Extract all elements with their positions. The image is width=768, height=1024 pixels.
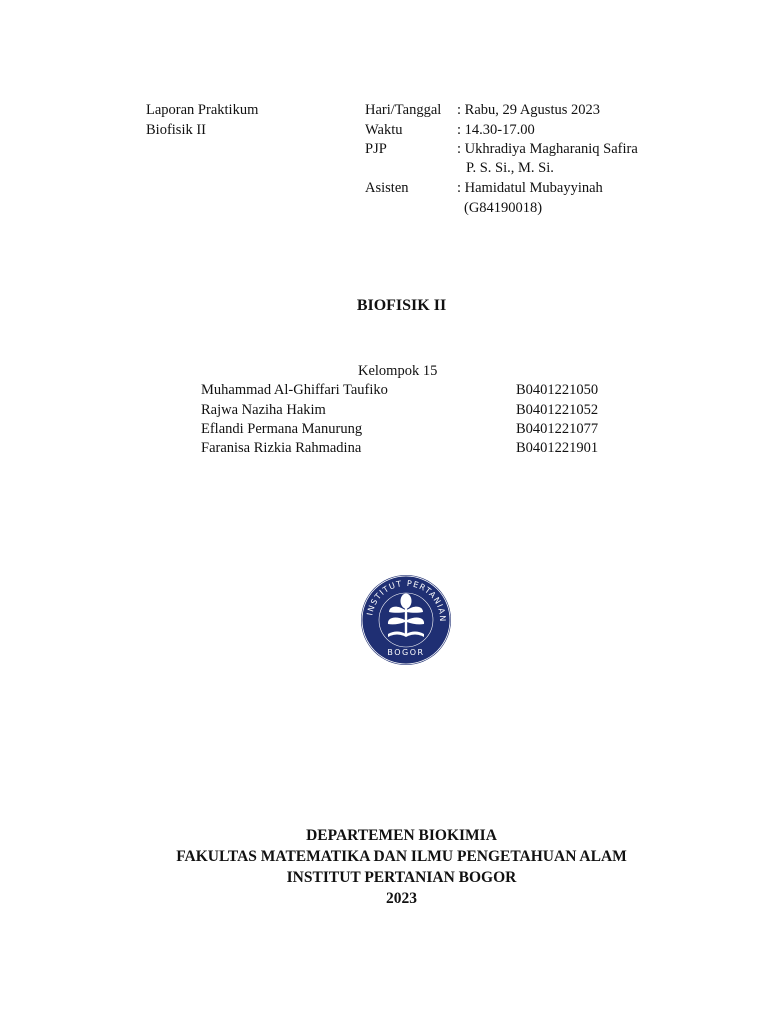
svg-text:INSTITUT PERTANIAN: INSTITUT PERTANIAN (365, 578, 448, 623)
course-label: Biofisik II (146, 122, 207, 138)
info-label-date: Hari/Tanggal (365, 102, 442, 118)
page-title: BIOFISIK II (356, 297, 447, 314)
info-label-time: Waktu (365, 122, 403, 138)
member-nim: B0401221052 (516, 402, 599, 418)
svg-text:BOGOR: BOGOR (387, 648, 425, 657)
info-label-assistant: Asisten (365, 180, 409, 196)
info-value-assistant: : Hamidatul Mubayyinah (457, 180, 603, 196)
faculty-name: FAKULTAS MATEMATIKA DAN ILMU PENGETAHUAN ALAM (176, 848, 627, 865)
info-value-time: : 14.30-17.00 (457, 122, 535, 138)
info-label-pjp: PJP (365, 141, 387, 157)
info-value-date: : Rabu, 29 Agustus 2023 (457, 102, 600, 118)
institution-name: INSTITUT PERTANIAN BOGOR (286, 869, 517, 886)
member-nim: B0401221901 (516, 440, 599, 456)
ipb-logo-icon (360, 574, 452, 666)
member-name: Muhammad Al-Ghiffari Taufiko (201, 382, 388, 398)
year: 2023 (386, 890, 417, 907)
info-value-assistant-continued: (G84190018) (464, 200, 543, 216)
info-value-pjp-continued: P. S. Si., M. Si. (466, 160, 554, 176)
member-name: Faranisa Rizkia Rahmadina (201, 440, 362, 456)
info-value-pjp: : Ukhradiya Magharaniq Safira (457, 141, 638, 157)
member-nim: B0401221050 (516, 382, 599, 398)
member-nim: B0401221077 (516, 421, 599, 437)
report-type-label: Laporan Praktikum (146, 102, 259, 118)
group-label: Kelompok 15 (358, 363, 438, 379)
member-name: Rajwa Naziha Hakim (201, 402, 326, 418)
department-name: DEPARTEMEN BIOKIMIA (306, 827, 497, 844)
member-name: Eflandi Permana Manurung (201, 421, 363, 437)
